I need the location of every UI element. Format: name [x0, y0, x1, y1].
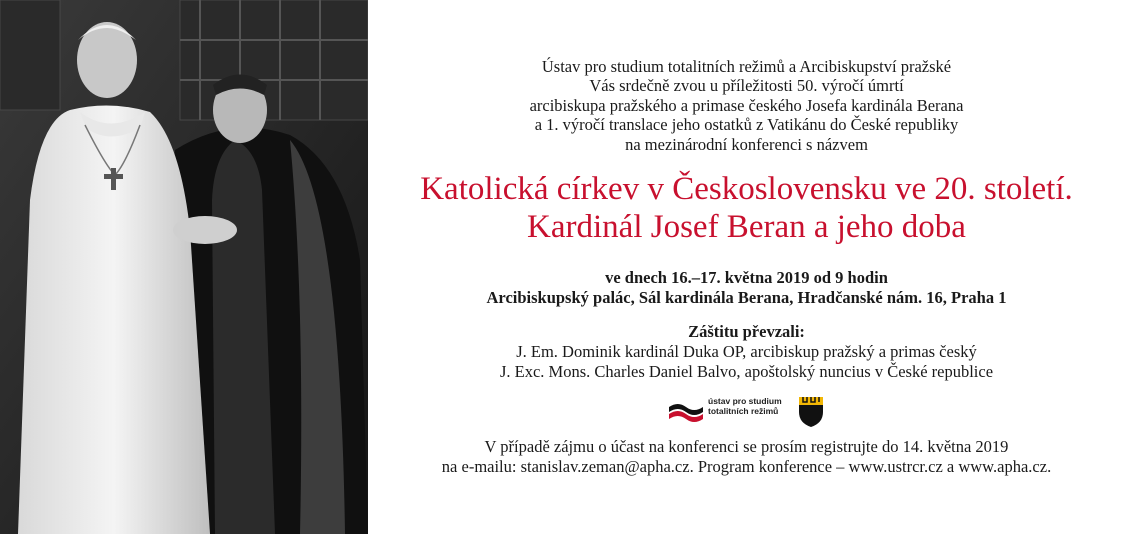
invitation-content — [368, 0, 1125, 534]
date-venue — [368, 268, 1125, 307]
title-line: Katolická církev v Československu ve 20. století. — [420, 171, 1073, 207]
date-line: ve dnech 16.–17. května 2019 od 9 hodin — [605, 268, 888, 287]
ustr-logo-line: ústav pro studium — [708, 396, 782, 406]
conference-title — [368, 170, 1125, 246]
venue-line: Arcibiskupský palác, Sál kardinála Berana, Hradčanské nám. 16, Praha 1 — [486, 287, 1007, 307]
historical-photo — [0, 0, 368, 534]
intro-line: arcibiskupa pražského a primase českého Josefa kardinála Berana — [529, 95, 964, 115]
invitation-intro — [368, 57, 1125, 154]
patron-item: J. Em. Dominik kardinál Duka OP, arcibiskup pražský a primas český — [516, 342, 977, 361]
ustr-logo-line: totalitních režimů — [708, 405, 779, 416]
footer-line: V případě zájmu o účast na konferenci se prosím registrujte do 14. května 2019 — [484, 437, 1009, 456]
ustr-logo-icon — [668, 400, 704, 426]
registration-info — [368, 437, 1125, 476]
patronage-list — [368, 342, 1125, 381]
footer-line: na e-mailu: stanislav.zeman@apha.cz. Program konference – www.ustrcr.cz a www.apha.cz. — [441, 456, 1052, 476]
intro-line: Ústav pro studium totalitních režimů a Arcibiskupství pražské — [541, 57, 952, 76]
title-line: Kardinál Josef Beran a jeho doba — [527, 209, 966, 245]
ustr-logo-text — [708, 397, 782, 416]
archdiocese-shield-icon — [798, 396, 824, 428]
organizer-logos — [668, 396, 848, 430]
intro-line: Vás srdečně zvou u příležitosti 50. výročí úmrtí — [589, 76, 904, 96]
patronage-heading: Záštitu převzali: — [688, 322, 805, 341]
intro-line: a 1. výročí translace jeho ostatků z Vatikánu do České republiky — [534, 115, 959, 135]
intro-line: na mezinárodní konferenci s názvem — [625, 134, 868, 154]
patron-item: J. Exc. Mons. Charles Daniel Balvo, apoštolský nuncius v České republice — [499, 361, 994, 381]
